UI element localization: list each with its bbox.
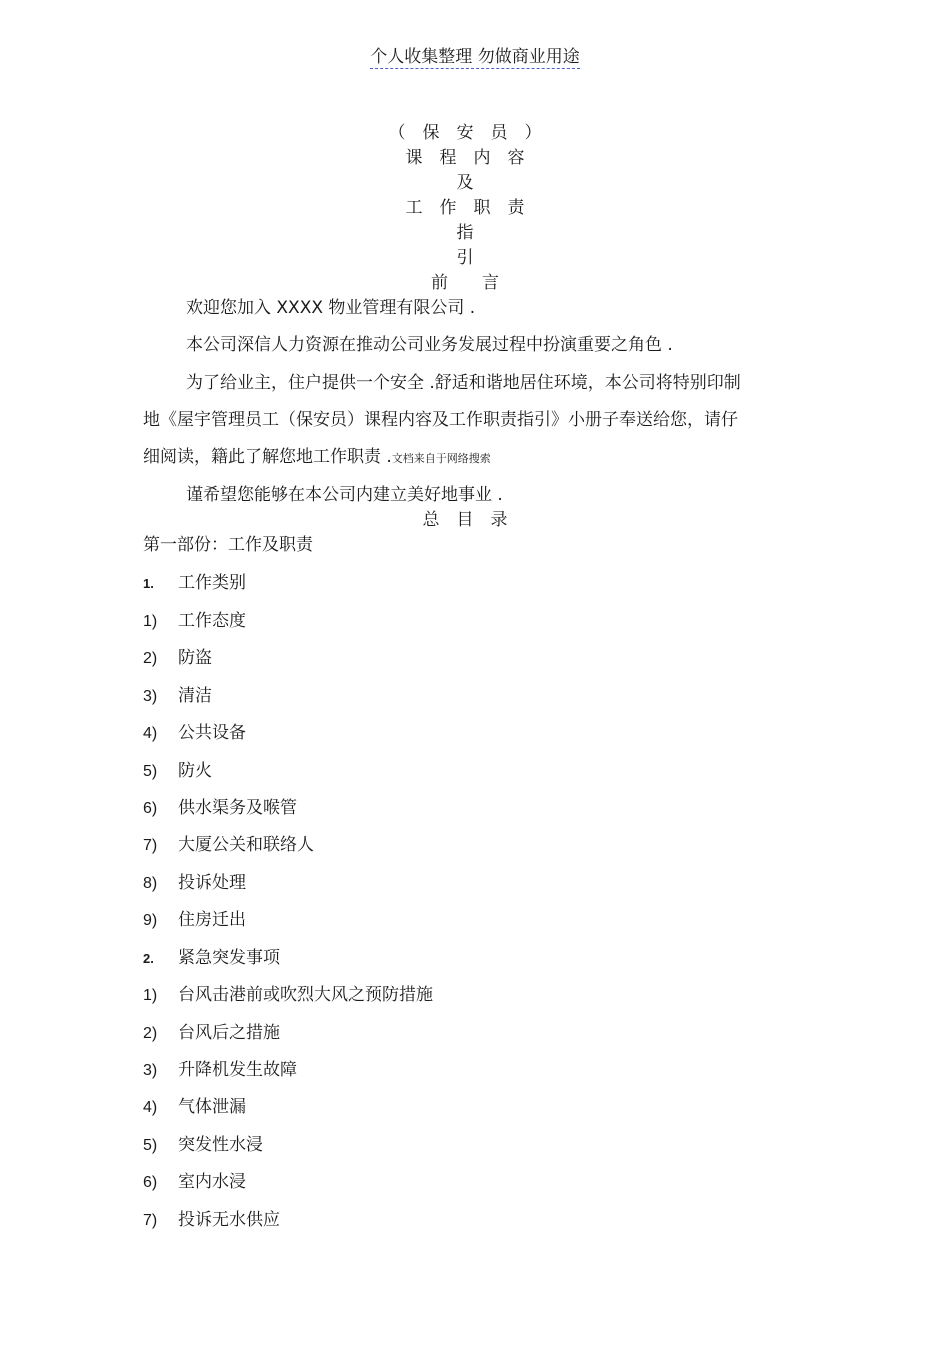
- header-text: 个人收集整理 勿做商业用途: [370, 47, 580, 67]
- toc-item-number: 3): [143, 688, 158, 705]
- toc-item-number: 1): [143, 987, 158, 1004]
- toc-item-label: 工作态度: [178, 611, 246, 631]
- title-line-4: 工 作 职 责: [405, 198, 525, 218]
- intro-paragraph-3-line-3: [143, 442, 491, 467]
- toc-item: [143, 1055, 297, 1080]
- toc-item: [143, 1092, 246, 1117]
- toc-item: [143, 606, 246, 631]
- toc-part-1: 第一部份：工作及职责: [143, 535, 313, 555]
- toc-title: 总 目 录: [422, 510, 508, 530]
- preface-heading: 前 言: [431, 273, 499, 293]
- toc-item: [143, 905, 246, 930]
- intro-paragraph-3-line-1: 为了给业主，住户提供一个安全 .舒适和谐地居住环境，本公司将特别印制: [186, 373, 741, 393]
- toc-item-label: 升降机发生故障: [178, 1060, 297, 1080]
- toc-item-number: 5): [143, 1137, 158, 1154]
- toc-item-number: 1.: [143, 576, 154, 591]
- toc-item-label: 气体泄漏: [178, 1097, 246, 1117]
- toc-item-number: 5): [143, 763, 158, 780]
- toc-item-number: 8): [143, 875, 158, 892]
- page-header: [0, 42, 950, 67]
- toc-item-label: 工作类别: [178, 573, 246, 593]
- toc-item-label: 台风击港前或吹烈大风之预防措施: [178, 985, 433, 1005]
- toc-item: [143, 1205, 280, 1230]
- toc-item-number: 3): [143, 1062, 158, 1079]
- toc-item: [143, 718, 246, 743]
- title-line-6: 引: [456, 248, 474, 268]
- toc-item-number: 1): [143, 613, 158, 630]
- intro-paragraph-4: 谨希望您能够在本公司内建立美好地事业 .: [186, 485, 503, 505]
- toc-item: [143, 1167, 246, 1192]
- toc-item-label: 清洁: [178, 686, 212, 706]
- toc-item-label: 台风后之措施: [178, 1023, 280, 1043]
- toc-item: [143, 681, 212, 706]
- toc-item-label: 公共设备: [178, 723, 246, 743]
- title-line-2: 课 程 内 容: [405, 148, 525, 168]
- toc-item: [143, 568, 246, 593]
- toc-item-number: 6): [143, 800, 158, 817]
- toc-item-number: 6): [143, 1174, 158, 1191]
- title-line-1: （ 保 安 员 ）: [388, 123, 542, 143]
- intro-paragraph-1: 欢迎您加入 XXXX 物业管理有限公司 .: [186, 298, 476, 318]
- toc-item-label: 防盗: [178, 648, 212, 668]
- toc-item-label: 大厦公关和联络人: [178, 835, 314, 855]
- toc-item-number: 7): [143, 1212, 158, 1229]
- toc-item-number: 4): [143, 1099, 158, 1116]
- toc-item: [143, 943, 280, 968]
- toc-item: [143, 868, 246, 893]
- toc-item-number: 9): [143, 912, 158, 929]
- toc-item: [143, 643, 212, 668]
- toc-item: [143, 1018, 280, 1043]
- intro-paragraph-3-line-2: 地《屋宇管理员工（保安员）课程内容及工作职责指引》小册子奉送给您，请仔: [143, 410, 738, 430]
- toc-item: [143, 793, 297, 818]
- toc-item-label: 住房迁出: [178, 910, 246, 930]
- intro-paragraph-3-text: 细阅读，籍此了解您地工作职责 .: [143, 447, 392, 467]
- toc-item-number: 4): [143, 725, 158, 742]
- toc-item-label: 突发性水浸: [178, 1135, 263, 1155]
- intro-paragraph-2: 本公司深信人力资源在推动公司业务发展过程中扮演重要之角色 .: [186, 335, 673, 355]
- toc-item-number: 2.: [143, 951, 154, 966]
- toc-item: [143, 1130, 263, 1155]
- toc-item-number: 2): [143, 1025, 158, 1042]
- toc-item-label: 投诉处理: [178, 873, 246, 893]
- toc-item: [143, 830, 314, 855]
- toc-item: [143, 980, 433, 1005]
- toc-item-label: 投诉无水供应: [178, 1210, 280, 1230]
- toc-item-number: 2): [143, 650, 158, 667]
- toc-item-label: 防火: [178, 761, 212, 781]
- source-note: 文档来自于网络搜索: [391, 452, 491, 465]
- toc-item: [143, 756, 212, 781]
- title-line-5: 指: [456, 223, 474, 243]
- toc-item-label: 供水渠务及喉管: [178, 798, 297, 818]
- title-line-3: 及: [456, 173, 474, 193]
- toc-item-number: 7): [143, 837, 158, 854]
- toc-item-label: 紧急突发事项: [178, 948, 280, 968]
- toc-item-label: 室内水浸: [178, 1172, 246, 1192]
